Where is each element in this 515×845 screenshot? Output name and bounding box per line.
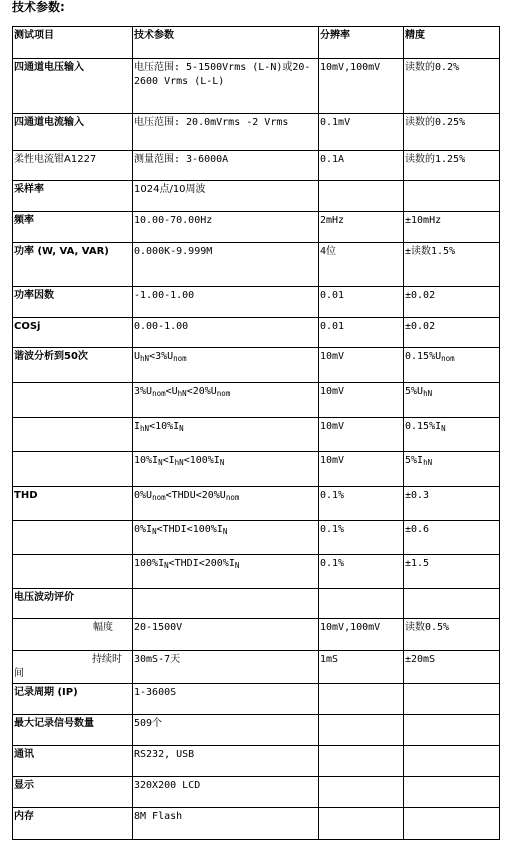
cell-text-part: I — [134, 421, 141, 432]
cell-resolution — [319, 746, 404, 777]
cell-resolution: 10mV,100mV — [319, 619, 404, 651]
cell-test-item — [13, 555, 133, 589]
cell-spec — [133, 521, 319, 555]
cell-test-item: 四通道电压输入 — [13, 59, 133, 114]
cell-accuracy: 读数的0.2% — [404, 59, 500, 114]
table-row — [13, 651, 500, 684]
cell-spec: 测量范围: 3-6000A — [133, 151, 319, 181]
cell-resolution: 0.1A — [319, 151, 404, 181]
subscript-text: N — [222, 527, 228, 536]
cell-test-item: THD — [13, 487, 133, 521]
cell-text-part: 幅度 — [93, 622, 113, 633]
cell-spec: 509个 — [133, 715, 319, 746]
cell-resolution — [319, 684, 404, 715]
subscript-text: nom — [441, 354, 455, 363]
cell-accuracy: ±读数1.5% — [404, 243, 500, 287]
spec-table-body — [13, 27, 500, 840]
table-row — [13, 684, 500, 715]
cell-test-item: 谐波分析到50次 — [13, 348, 133, 383]
cell-accuracy: ±1.5 — [404, 555, 500, 589]
subscript-text: nom — [173, 354, 187, 363]
cell-resolution — [319, 808, 404, 840]
cell-text-part: 5%I — [405, 455, 424, 466]
cell-accuracy — [404, 383, 500, 418]
cell-resolution: 0.1mV — [319, 114, 404, 151]
cell-spec: 1024点/10周波 — [133, 181, 319, 212]
cell-text-part: <3%U — [149, 351, 174, 362]
subscript-text: hN — [177, 389, 187, 398]
subscript-text: N — [234, 561, 240, 570]
cell-test-item — [13, 651, 133, 684]
cell-spec — [133, 487, 319, 521]
cell-resolution: 10mV — [319, 418, 404, 452]
cell-accuracy: 读数的0.25% — [404, 114, 500, 151]
table-row — [13, 521, 500, 555]
subscript-text: nom — [152, 389, 166, 398]
cell-spec: 20-1500V — [133, 619, 319, 651]
subscript-text: hN — [423, 458, 433, 467]
cell-text-part: <THDI<200%I — [168, 558, 235, 569]
cell-resolution: 0.1% — [319, 521, 404, 555]
cell-accuracy — [404, 808, 500, 840]
cell-resolution — [319, 589, 404, 619]
cell-test-item: 最大记录信号数量 — [13, 715, 133, 746]
table-row — [13, 746, 500, 777]
table-header-row — [13, 27, 500, 59]
cell-resolution: 0.01 — [319, 287, 404, 318]
cell-resolution — [319, 715, 404, 746]
page-title: 技术参数: — [12, 0, 65, 14]
cell-accuracy — [404, 452, 500, 487]
cell-text-part: <20%U — [186, 386, 217, 397]
cell-resolution: 2mHz — [319, 212, 404, 243]
table-row — [13, 418, 500, 452]
cell-test-item: 频率 — [13, 212, 133, 243]
cell-accuracy: ±10mHz — [404, 212, 500, 243]
cell-accuracy — [404, 746, 500, 777]
cell-spec: 0.00-1.00 — [133, 318, 319, 348]
subscript-text: hN — [140, 354, 150, 363]
cell-spec — [133, 589, 319, 619]
cell-text-part: 5%U — [405, 386, 424, 397]
subscript-text: N — [441, 424, 446, 433]
cell-test-item: 柔性电流钳A1227 — [13, 151, 133, 181]
table-row — [13, 555, 500, 589]
cell-text-part: <THDI<100%I — [156, 524, 223, 535]
cell-resolution: 4位 — [319, 243, 404, 287]
cell-accuracy — [404, 777, 500, 808]
cell-text-part: 0%I — [134, 524, 153, 535]
subscript-text: hN — [423, 389, 433, 398]
cell-test-item: 功率因数 — [13, 287, 133, 318]
table-row — [13, 212, 500, 243]
table-row — [13, 619, 500, 651]
cell-test-item: COSj — [13, 318, 133, 348]
header-resolution: 分辨率 — [319, 27, 404, 59]
subscript-text: N — [152, 527, 157, 536]
cell-spec: 30mS-7天 — [133, 651, 319, 684]
table-row — [13, 452, 500, 487]
table-row — [13, 181, 500, 212]
cell-spec — [133, 348, 319, 383]
cell-spec: 0.000K-9.999M — [133, 243, 319, 287]
cell-text-part: U — [134, 351, 141, 362]
cell-test-item: 功率 (W, VA, VAR) — [13, 243, 133, 287]
cell-text-part: <100%I — [183, 455, 220, 466]
cell-accuracy: ±0.3 — [404, 487, 500, 521]
cell-accuracy: ±0.02 — [404, 287, 500, 318]
cell-resolution — [319, 181, 404, 212]
cell-resolution: 10mV — [319, 348, 404, 383]
cell-text-part: 0.15%I — [405, 421, 442, 432]
cell-test-item — [13, 383, 133, 418]
table-row — [13, 114, 500, 151]
header-spec: 技术参数 — [133, 27, 319, 59]
cell-spec: 8M Flash — [133, 808, 319, 840]
subscript-text: N — [158, 458, 163, 467]
cell-spec — [133, 555, 319, 589]
cell-test-item — [13, 452, 133, 487]
subscript-text: nom — [225, 493, 240, 502]
cell-test-item: 通讯 — [13, 746, 133, 777]
cell-spec: 电压范围: 20.0mVrms -2 Vrms — [133, 114, 319, 151]
cell-test-item: 电压波动评价 — [13, 589, 133, 619]
cell-spec — [133, 383, 319, 418]
table-row — [13, 59, 500, 114]
cell-text-part: <THDU<20%U — [165, 490, 226, 501]
cell-spec: 1-3600S — [133, 684, 319, 715]
cell-resolution: 10mV,100mV — [319, 59, 404, 114]
table-row — [13, 383, 500, 418]
cell-accuracy: 读数的1.25% — [404, 151, 500, 181]
cell-resolution: 1mS — [319, 651, 404, 684]
cell-text-part: <10%I — [149, 421, 180, 432]
cell-accuracy: ±0.02 — [404, 318, 500, 348]
cell-test-item — [13, 521, 133, 555]
cell-accuracy: ±20mS — [404, 651, 500, 684]
cell-accuracy — [404, 348, 500, 383]
cell-spec: 电压范围: 5-1500Vrms (L-N)或20-2600 Vrms (L-L) — [133, 59, 319, 114]
cell-text-part: <U — [165, 386, 178, 397]
table-row — [13, 348, 500, 383]
cell-test-item: 采样率 — [13, 181, 133, 212]
cell-resolution: 0.1% — [319, 555, 404, 589]
cell-accuracy — [404, 589, 500, 619]
subscript-text: hN — [140, 424, 150, 433]
cell-text-part: 0%U — [134, 490, 153, 501]
cell-resolution — [319, 777, 404, 808]
cell-accuracy: ±0.6 — [404, 521, 500, 555]
table-row — [13, 589, 500, 619]
cell-spec — [133, 452, 319, 487]
cell-accuracy: 读数0.5% — [404, 619, 500, 651]
cell-test-item: 显示 — [13, 777, 133, 808]
table-row — [13, 487, 500, 521]
subscript-text: nom — [152, 493, 166, 502]
cell-text-part: 100%I — [134, 558, 165, 569]
table-row — [13, 808, 500, 840]
header-item: 测试项目 — [13, 27, 133, 59]
cell-text-part: 3%U — [134, 386, 153, 397]
cell-test-item: 四通道电流输入 — [13, 114, 133, 151]
table-row — [13, 287, 500, 318]
cell-resolution: 0.01 — [319, 318, 404, 348]
subscript-text: N — [164, 561, 169, 570]
subscript-text: N — [179, 424, 184, 433]
cell-test-item: 内存 — [13, 808, 133, 840]
table-row — [13, 151, 500, 181]
cell-accuracy — [404, 181, 500, 212]
table-row — [13, 715, 500, 746]
table-row — [13, 318, 500, 348]
cell-resolution: 10mV — [319, 383, 404, 418]
cell-spec: -1.00-1.00 — [133, 287, 319, 318]
cell-text-part: 10%I — [134, 455, 159, 466]
table-row — [13, 777, 500, 808]
subscript-text: nom — [216, 389, 231, 398]
cell-test-item — [13, 418, 133, 452]
cell-text-part: <I — [162, 455, 175, 466]
cell-spec: 320X200 LCD — [133, 777, 319, 808]
cell-accuracy — [404, 684, 500, 715]
cell-spec: RS232, USB — [133, 746, 319, 777]
subscript-text: hN — [174, 458, 184, 467]
cell-spec: 10.00-70.00Hz — [133, 212, 319, 243]
spec-table — [12, 26, 500, 840]
cell-text-part: 0.15%U — [405, 351, 442, 362]
subscript-text: N — [219, 458, 225, 467]
cell-resolution: 10mV — [319, 452, 404, 487]
cell-test-item — [13, 619, 133, 651]
cell-resolution: 0.1% — [319, 487, 404, 521]
cell-accuracy — [404, 418, 500, 452]
cell-spec — [133, 418, 319, 452]
header-accuracy: 精度 — [404, 27, 500, 59]
cell-accuracy — [404, 715, 500, 746]
cell-test-item: 记录周期 (IP) — [13, 684, 133, 715]
cell-text-part: 持续时间 — [14, 654, 122, 679]
table-row — [13, 243, 500, 287]
